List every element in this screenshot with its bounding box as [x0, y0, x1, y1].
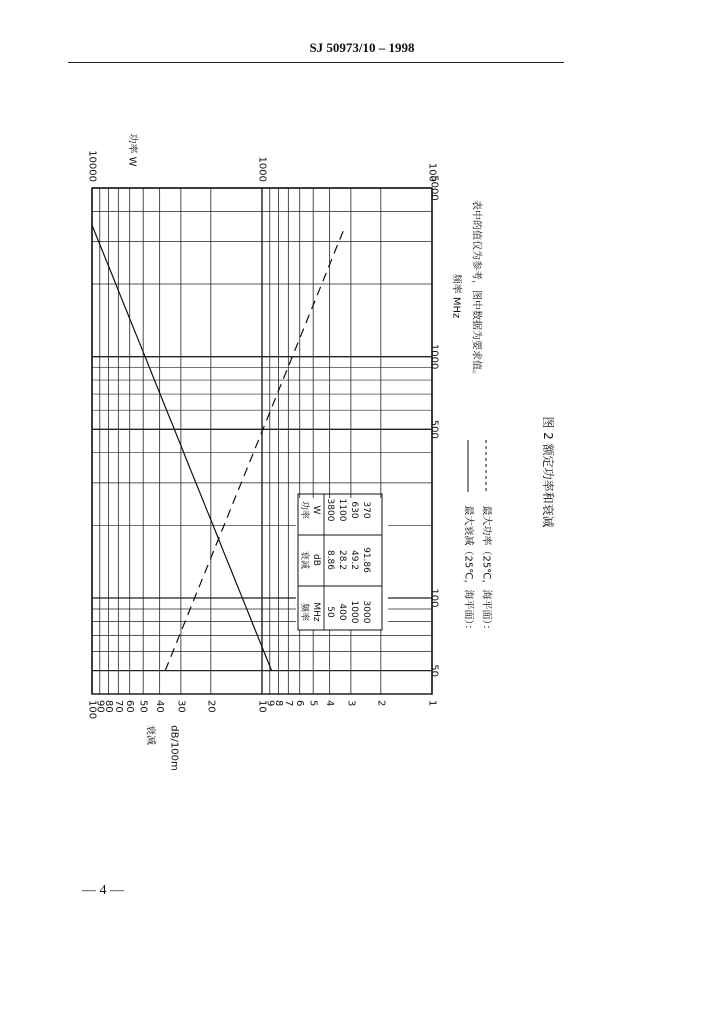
attenuation-tick-label: 90 [94, 700, 106, 713]
table-cell: 1100 [337, 498, 347, 522]
table-cell: 400 [337, 603, 347, 621]
frequency-tick-label: 5000 [428, 175, 440, 201]
frequency-tick-label: 100 [428, 588, 440, 608]
attenuation-tick-label: 4 [324, 700, 336, 707]
table-cell: 49.2 [349, 549, 359, 571]
frequency-tick-label: 1000 [428, 343, 440, 370]
power-tick-label: 10000 [86, 150, 98, 182]
attenuation-tick-label: 80 [102, 700, 114, 713]
table-note: 表中的值仅为参考，图中数据为要求值。 [470, 200, 482, 380]
power-axis-label: 功率 W [126, 133, 138, 167]
table-header-unit: MHz [311, 602, 321, 622]
frequency-tick-label: 500 [428, 419, 440, 439]
attenuation-tick-label: 30 [175, 700, 187, 713]
power-tick-label: 1000 [256, 156, 268, 182]
table-cell: 3800 [325, 498, 335, 522]
attenuation-tick-label: 50 [137, 700, 149, 713]
attenuation-tick-label: 60 [124, 700, 136, 713]
table-header-unit: W [311, 505, 321, 515]
attenuation-tick-label: 6 [294, 700, 306, 707]
table-cell: 50 [325, 606, 335, 618]
attenuation-tick-label: 5 [307, 700, 319, 707]
figure-caption: 图 2 额定功率和衰减 [541, 416, 555, 528]
attenuation-unit-label: dB/100m [168, 725, 180, 771]
attenuation-series-line [92, 225, 272, 670]
page-number: — 4 — [82, 883, 124, 898]
table-header-unit: dB [311, 554, 321, 566]
attenuation-tick-label: 9 [264, 700, 276, 707]
attenuation-tick-label: 100 [86, 700, 98, 720]
attenuation-tick-label: 40 [154, 700, 166, 713]
legend-label: 最大功率（25℃，海平面）： [480, 505, 492, 635]
frequency-axis-label: 频率 MHz [450, 273, 462, 319]
data-table [296, 494, 388, 630]
attenuation-tick-label: 7 [282, 700, 294, 707]
frequency-tick-label: 50 [428, 664, 440, 677]
table-cell: 630 [349, 501, 359, 519]
attenuation-tick-label: 2 [375, 700, 387, 707]
table-cell: 28.2 [337, 549, 347, 571]
table-header-label: 频率 [299, 602, 309, 622]
attenuation-tick-label: 8 [272, 700, 284, 707]
attenuation-tick-label: 20 [205, 700, 217, 713]
attenuation-axis-label: 衰减 [144, 725, 156, 745]
attenuation-tick-label: 3 [345, 700, 357, 707]
document-header: SJ 50973/10 – 1998 [309, 40, 415, 55]
table-header-label: 衰减 [299, 550, 309, 570]
table-cell: 91.86 [361, 547, 371, 573]
table-cell: 8.86 [325, 549, 335, 571]
table-header-label: 功率 [299, 500, 309, 520]
attenuation-tick-label: 1 [426, 700, 438, 707]
attenuation-tick-label: 70 [112, 700, 124, 713]
table-cell: 370 [361, 501, 371, 519]
power-tick-label: 100 [426, 162, 438, 182]
legend-label: 最大衰减（25℃，海平面）： [462, 505, 474, 635]
table-cell: 1000 [349, 600, 359, 624]
table-cell: 3000 [361, 600, 371, 624]
attenuation-tick-label: 10 [256, 700, 268, 713]
